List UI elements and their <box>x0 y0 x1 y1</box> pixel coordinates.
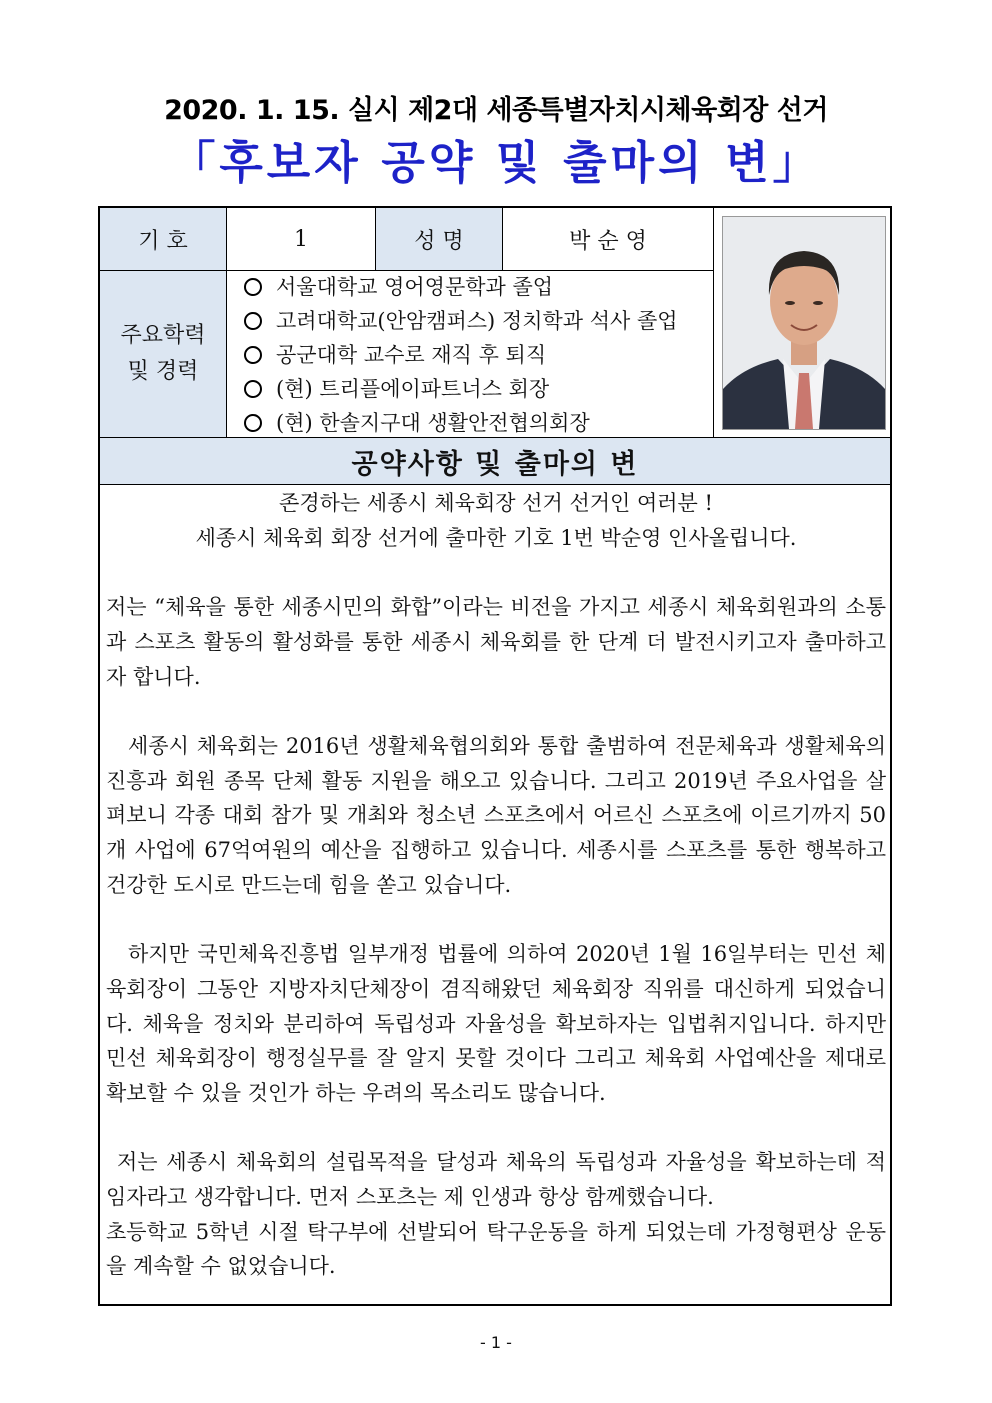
portrait-icon <box>723 217 885 429</box>
pledge-body <box>106 486 886 1284</box>
circle-bullet-icon <box>244 346 262 364</box>
page-number: - 1 - <box>480 1333 512 1352</box>
list-item: 고려대학교(안암캠퍼스) 정치학과 석사 졸업 <box>240 304 678 338</box>
paragraph: 저는 “체육을 통한 세종시민의 화합”이라는 비전을 가지고 세종시 체육회원과의 소통과 스포츠 활동의 활성화를 통한 세종시 체육회를 한 단계 더 발전시키고자 출마하고자 합니다. <box>106 595 886 689</box>
list-item: 공군대학 교수로 재직 후 퇴직 <box>240 338 678 372</box>
list-item: (현) 한솔지구대 생활안전협의회장 <box>240 406 678 440</box>
symbol-label: 기 호 <box>100 208 226 270</box>
circle-bullet-icon <box>244 312 262 330</box>
greeting-line: 세종시 체육회 회장 선거에 출마한 기호 1번 박순영 인사올립니다. <box>195 525 797 550</box>
paragraph: 초등학교 5학년 시절 탁구부에 선발되어 탁구운동을 하게 되었는데 가정형편상 운동을 계속할 수 없었습니다. <box>106 1219 886 1279</box>
career-label-line2: 및 경력 <box>127 359 199 384</box>
list-item: 서울대학교 영어영문학과 졸업 <box>240 270 678 304</box>
career-label <box>100 271 226 437</box>
document-title: 2020. 1. 15. 실시 제2대 세종특별자치시체육회장 선거 <box>164 95 828 126</box>
paragraph: 저는 세종시 체육회의 설립목적을 달성과 체육의 독립성과 자율성을 확보하는데 적임자라고 생각합니다. 먼저 스포츠는 제 인생과 항상 함께했습니다. <box>106 1150 886 1209</box>
document-subtitle: 「후보자 공약 및 출마의 변」 <box>170 136 822 189</box>
paragraph: 하지만 국민체육진흥법 일부개정 법률에 의하여 2020년 1월 16일부터는 민선 체육회장이 그동안 지방자치단체장이 겸직해왔던 체육회장 직위를 대신하게 되었습니다. 체육을 정치와 분리하여 독립성과 자율성을 확보하자는 입법취지입니다. 하지만 민선 체육회장이 행정실무를 잘 알지 못할 것이다 그리고 체육회 사업예산을 제대로 확보할 수 있을 것인가 하는 우려의 목소리도 많습니다. <box>106 942 886 1105</box>
career-list <box>240 270 678 440</box>
name-value: 박 순 영 <box>569 228 647 254</box>
career-label-line1: 주요학력 <box>120 323 206 348</box>
greeting-line: 존경하는 세종시 체육회장 선거 선거인 여러분 ! <box>279 491 713 515</box>
circle-bullet-icon <box>244 278 262 296</box>
name-label: 성 명 <box>376 208 502 270</box>
paragraph: 세종시 체육회는 2016년 생활체육협의회와 통합 출범하여 전문체육과 생활체육의 진흥과 회원 종목 단체 활동 지원을 해오고 있습니다. 그리고 2019년 주요사업을 살펴보니 각종 대회 참가 및 개최와 청소년 스포츠에서 어르신 스포츠에 이르기까지 50개 사업에 67억여원의 예산을 집행하고 있습니다. 세종시를 스포츠를 통한 행복하고 건강한 도시로 만드는데 힘을 쏟고 있습니다. <box>106 733 886 897</box>
section-title: 공약사항 및 출마의 변 <box>100 438 890 484</box>
candidate-form <box>98 206 892 1306</box>
candidate-photo <box>722 216 886 430</box>
circle-bullet-icon <box>244 414 262 432</box>
circle-bullet-icon <box>244 380 262 398</box>
list-item: (현) 트리플에이파트너스 회장 <box>240 372 678 406</box>
symbol-value: 1 <box>294 226 308 252</box>
